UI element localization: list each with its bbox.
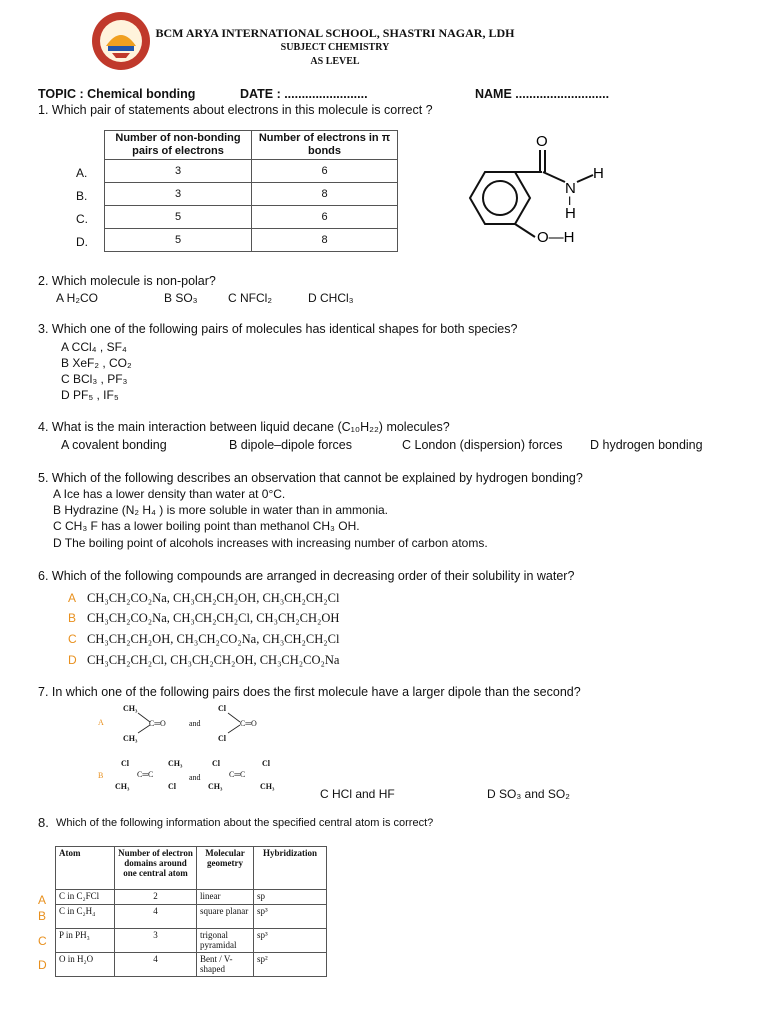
cell: 8 — [252, 183, 398, 206]
q7b-alkene-1: C═C — [137, 770, 154, 779]
salicylamide-structure — [445, 130, 625, 255]
table-row — [56, 890, 327, 905]
q3-option-d: D PF₅ , IF₅ — [61, 388, 119, 402]
q6-option-a: CH₃CH₂CO₂Na, CH₃CH₂CH₂OH, CH₃CH₂CH₂Cl — [87, 591, 340, 605]
cell: linear — [197, 890, 254, 905]
table-row — [105, 229, 398, 252]
level-line: AS LEVEL — [310, 56, 360, 67]
subject-line: SUBJECT CHEMISTRY — [280, 42, 390, 53]
topic-label: TOPIC : Chemical bonding — [38, 87, 196, 101]
q2-option-d: D CHCl₃ — [308, 291, 354, 305]
q3-option-a: A CCl₄ , SF₄ — [61, 340, 127, 354]
q2-option-b: B SO₃ — [164, 291, 198, 305]
q1-question: 1. Which pair of statements about electrons in this molecule is correct ? — [38, 103, 433, 117]
cell: C in C₂H₄ — [56, 905, 115, 929]
cell: square planar — [197, 905, 254, 929]
q7a-and: and — [189, 719, 201, 728]
hydrogen-label-2: H — [565, 205, 576, 222]
q7b-cl-2: Cl — [168, 782, 176, 791]
name-label: NAME ........................... — [475, 87, 610, 101]
q8-table — [55, 846, 327, 977]
q1-table — [104, 130, 398, 252]
q6-letter-a: A — [68, 591, 77, 605]
q7b-ch3-2: CH₃ — [115, 782, 130, 791]
table-row — [105, 183, 398, 206]
q7b-alkene-2: C═C — [229, 770, 246, 779]
cell: 3 — [115, 929, 197, 953]
q3-question: 3. Which one of the following pairs of molecules has identical shapes for both species? — [38, 322, 518, 336]
q5-option-a: A Ice has a lower density than water at 0°C. — [53, 487, 286, 501]
table-row — [56, 905, 327, 929]
q6-letter-d: D — [68, 653, 77, 667]
q3-option-c: C BCl₃ , PF₃ — [61, 372, 128, 386]
q8-letter-a: A — [38, 893, 47, 907]
q5-option-b: B Hydrazine (N₂ H₄ ) is more soluble in water than in ammonia. — [53, 503, 389, 517]
cell: 6 — [252, 206, 398, 229]
hydroxyl-label: O—H — [537, 229, 575, 246]
q7a-ch3-top: CH₃ — [123, 704, 138, 713]
school-name: BCM ARYA INTERNATIONAL SCHOOL, SHASTRI NAGAR, LDH — [155, 26, 515, 40]
date-label: DATE : ........................ — [240, 87, 368, 101]
q7b-cl-4: Cl — [262, 759, 270, 768]
q7-letter-a: A — [98, 718, 104, 727]
q4-option-a: A covalent bonding — [61, 438, 167, 452]
cell: Bent / V-shaped — [197, 953, 254, 977]
q7b-cl-1: Cl — [121, 759, 129, 768]
q7-letter-b: B — [98, 771, 104, 780]
school-logo — [90, 10, 152, 72]
q3-option-b: B XeF₂ , CO₂ — [61, 356, 132, 370]
q7a-cl-bottom: Cl — [218, 734, 226, 743]
cell: trigonal pyramidal — [197, 929, 254, 953]
q1-col2-header: Number of electrons in π bonds — [252, 131, 398, 160]
q5-option-d: D The boiling point of alcohols increases with increasing number of carbon atoms. — [53, 536, 488, 550]
q8-letter-b: B — [38, 909, 47, 923]
q1-letter-c: C. — [76, 212, 88, 226]
q8-number: 8. — [38, 815, 49, 830]
cell: sp² — [254, 953, 327, 977]
cell: 8 — [252, 229, 398, 252]
q7a-carbonyl: C═O — [149, 719, 166, 728]
q6-letter-c: C — [68, 632, 77, 646]
cell: sp — [254, 890, 327, 905]
q7b-and: and — [189, 773, 201, 782]
q6-letter-b: B — [68, 611, 77, 625]
q8-question: Which of the following information about the specified central atom is correct? — [56, 817, 434, 829]
cell: 5 — [105, 229, 252, 252]
q7-option-d: D SO₃ and SO₂ — [487, 787, 570, 801]
nitrogen-label: N — [565, 180, 576, 197]
q4-option-c: C London (dispersion) forces — [402, 438, 563, 452]
hydrogen-label: H — [593, 165, 604, 182]
q8-col-geometry: Molecular geometry — [197, 847, 254, 890]
q2-option-c: C NFCl₂ — [228, 291, 272, 305]
table-row — [56, 929, 327, 953]
q1-letter-d: D. — [76, 235, 88, 249]
q2-option-a: A H₂CO — [56, 291, 98, 305]
q8-col-atom: Atom — [56, 847, 115, 890]
bond-dash: I — [568, 194, 572, 208]
table-row — [105, 160, 398, 183]
q6-option-c: CH₃CH₂CH₂OH, CH₃CH₂CO₂Na, CH₃CH₂CH₂Cl — [87, 632, 340, 646]
table-row — [56, 953, 327, 977]
oxygen-label: O — [536, 133, 548, 150]
cell: O in H₂O — [56, 953, 115, 977]
q7b-ch3-4: CH₃ — [260, 782, 275, 791]
q8-col-domains: Number of electron domains around one central atom — [115, 847, 197, 890]
q5-option-c: C CH₃ F has a lower boiling point than methanol CH₃ OH. — [53, 519, 360, 533]
cell: 4 — [115, 905, 197, 929]
cell: 2 — [115, 890, 197, 905]
cell: 6 — [252, 160, 398, 183]
q7b-cl-3: Cl — [212, 759, 220, 768]
q8-letter-c: C — [38, 934, 47, 948]
q7b-ch3-3: CH₃ — [208, 782, 223, 791]
q7-question: 7. In which one of the following pairs does the first molecule have a larger dipole than the second? — [38, 685, 581, 699]
q6-option-b: CH₃CH₂CO₂Na, CH₃CH₂CH₂Cl, CH₃CH₂CH₂OH — [87, 611, 340, 625]
cell: sp³ — [254, 929, 327, 953]
q1-letter-b: B. — [76, 189, 88, 203]
q1-col1-header: Number of non-bonding pairs of electrons — [105, 131, 252, 160]
cell: 3 — [105, 183, 252, 206]
cell: P in PH₃ — [56, 929, 115, 953]
q1-letter-a: A. — [76, 166, 88, 180]
q7a-ch3-bottom: CH₃ — [123, 734, 138, 743]
q8-letter-d: D — [38, 958, 47, 972]
q4-option-b: B dipole–dipole forces — [229, 438, 352, 452]
cell: C in C₂FCl — [56, 890, 115, 905]
q4-option-d: D hydrogen bonding — [590, 438, 703, 452]
q6-option-d: CH₃CH₂CH₂Cl, CH₃CH₂CH₂OH, CH₃CH₂CO₂Na — [87, 653, 340, 667]
cell: 3 — [105, 160, 252, 183]
q7a-bonds — [120, 700, 280, 745]
cell: sp³ — [254, 905, 327, 929]
q7b-ch3-1: CH₃ — [168, 759, 183, 768]
q8-col-hyb: Hybridization — [254, 847, 327, 890]
cell: 4 — [115, 953, 197, 977]
q6-question: 6. Which of the following compounds are arranged in decreasing order of their solubility in water? — [38, 569, 575, 583]
q5-question: 5. Which of the following describes an observation that cannot be explained by hydrogen bonding? — [38, 471, 583, 485]
q7a-cl-top: Cl — [218, 704, 226, 713]
q7-option-c: C HCl and HF — [320, 787, 395, 801]
q4-question: 4. What is the main interaction between liquid decane (C₁₀H₂₂) molecules? — [38, 420, 450, 434]
table-row — [105, 206, 398, 229]
q7a-carbonyl-2: C═O — [240, 719, 257, 728]
q2-question: 2. Which molecule is non-polar? — [38, 274, 216, 288]
cell: 5 — [105, 206, 252, 229]
